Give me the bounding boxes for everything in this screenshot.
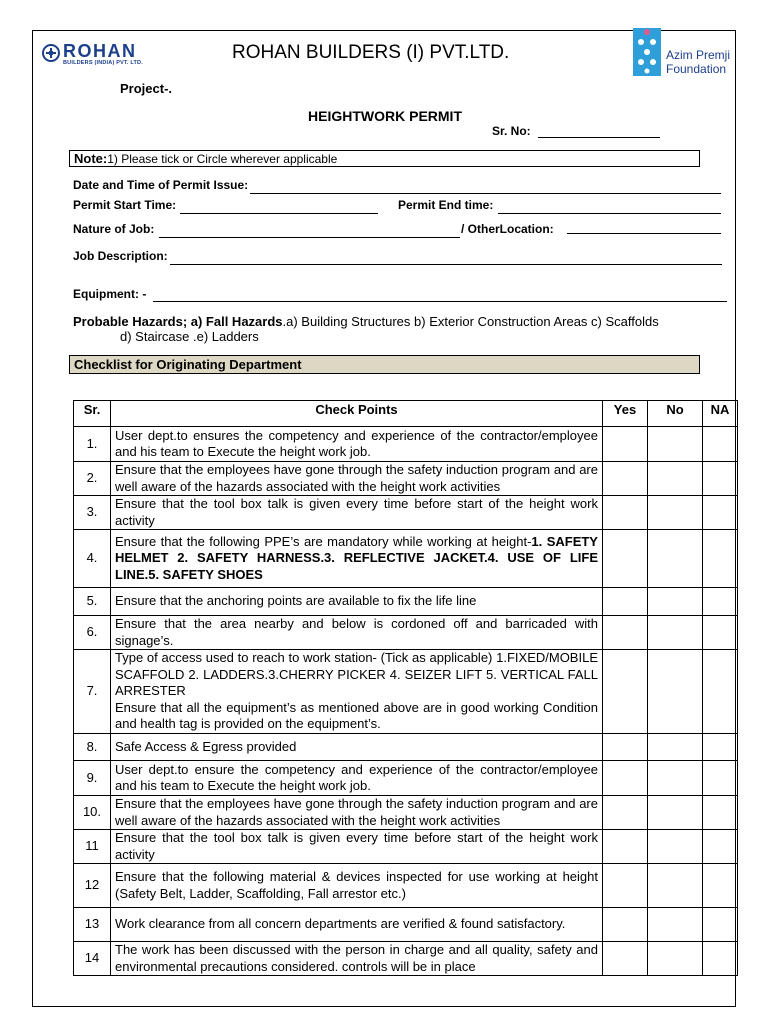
nature-of-job-field[interactable]: [159, 224, 460, 238]
table-row: [74, 427, 738, 462]
note-label: Note:: [74, 151, 108, 166]
sr-no-field[interactable]: [538, 124, 660, 138]
check-point-text: Ensure that the tool box talk is given every time before start of the height work activity: [115, 496, 598, 528]
row-na-cell[interactable]: [703, 650, 738, 734]
row-sr: 10.: [74, 796, 111, 830]
row-check-point: [111, 734, 603, 761]
row-check-point: [111, 830, 603, 864]
row-sr: 7.: [74, 650, 111, 734]
row-na-cell[interactable]: [703, 530, 738, 588]
row-na-cell[interactable]: [703, 908, 738, 942]
row-sr: 1.: [74, 427, 111, 462]
other-label: / Other: [461, 222, 500, 236]
table-row: [74, 864, 738, 908]
header-check-points: Check Points: [111, 401, 603, 427]
row-no-cell[interactable]: [648, 530, 703, 588]
row-yes-cell[interactable]: [603, 650, 648, 734]
row-no-cell[interactable]: [648, 427, 703, 462]
header-na: NA: [703, 401, 738, 427]
check-point-text: Ensure that the employees have gone through the safety induction program and are well aware of the hazards associated with the height work activities: [115, 796, 598, 828]
row-no-cell[interactable]: [648, 796, 703, 830]
row-no-cell[interactable]: [648, 462, 703, 496]
row-yes-cell[interactable]: [603, 864, 648, 908]
start-time-label: Permit Start Time:: [73, 198, 177, 212]
table-row: [74, 830, 738, 864]
nature-of-job-label: Nature of Job:: [73, 222, 155, 236]
table-header-row: [74, 401, 738, 427]
check-point-text: Type of access used to reach to work station- (Tick as applicable) 1.FIXED/MOBILE SCAFFOLD 2. LADDERS.3.CHERRY PICKER 4. SEIZER LIFT 5. VERTICAL FALL ARRESTER: [115, 650, 598, 699]
row-check-point: [111, 761, 603, 796]
table-row: [74, 462, 738, 496]
row-yes-cell[interactable]: [603, 761, 648, 796]
date-time-field[interactable]: [250, 180, 721, 194]
row-na-cell[interactable]: [703, 616, 738, 650]
table-row: [74, 734, 738, 761]
rohan-logo: [42, 42, 152, 70]
row-yes-cell[interactable]: [603, 427, 648, 462]
row-sr: 13: [74, 908, 111, 942]
row-no-cell[interactable]: [648, 734, 703, 761]
azim-premji-logo-mark-icon: [633, 28, 661, 76]
row-yes-cell[interactable]: [603, 462, 648, 496]
header-sr: Sr.: [74, 401, 111, 427]
row-check-point: [111, 908, 603, 942]
row-check-point: [111, 496, 603, 530]
row-na-cell[interactable]: [703, 830, 738, 864]
rohan-logo-word: ROHAN: [63, 41, 137, 61]
row-sr: 14: [74, 942, 111, 976]
row-sr: 5.: [74, 588, 111, 616]
table-row: [74, 796, 738, 830]
table-row: [74, 588, 738, 616]
date-time-label: Date and Time of Permit Issue:: [73, 178, 249, 192]
location-field[interactable]: [567, 220, 721, 234]
permit-title: HEIGHTWORK PERMIT: [308, 108, 462, 124]
check-point-text: Ensure that the anchoring points are available to fix the life line: [115, 593, 477, 609]
check-point-text: Safe Access & Egress provided: [115, 738, 297, 754]
row-sr: 4.: [74, 530, 111, 588]
checklist-title: Checklist for Originating Department: [69, 355, 700, 374]
row-sr: 12: [74, 864, 111, 908]
row-na-cell[interactable]: [703, 496, 738, 530]
azim-premji-logo-text: [666, 48, 730, 76]
header-yes: Yes: [603, 401, 648, 427]
row-check-point: [111, 616, 603, 650]
row-check-point: [111, 427, 603, 462]
job-description-field[interactable]: [170, 251, 722, 265]
row-sr: 8.: [74, 734, 111, 761]
check-point-text: Ensure that the area nearby and below is cordoned off and barricaded with signage’s.: [115, 616, 598, 648]
row-check-point: [111, 530, 603, 588]
row-sr: 3.: [74, 496, 111, 530]
table-row: [74, 650, 738, 734]
check-point-text: Ensure that the tool box talk is given every time before start of the height work activity: [115, 830, 598, 862]
rohan-logo-subtitle: BUILDERS (INDIA) PVT. LTD.: [63, 60, 143, 66]
hazards-line2: d) Staircase .e) Ladders: [120, 329, 259, 344]
table-row: [74, 530, 738, 588]
row-na-cell[interactable]: [703, 588, 738, 616]
table-row: [74, 761, 738, 796]
note-text: 1) Please tick or Circle wherever applicable: [107, 152, 338, 166]
row-yes-cell[interactable]: [603, 616, 648, 650]
other-location-label: [461, 222, 554, 236]
row-na-cell[interactable]: [703, 427, 738, 462]
logo-right-line2: Foundation: [666, 62, 727, 76]
sr-no-label: Sr. No:: [492, 124, 531, 138]
row-check-point: [111, 864, 603, 908]
table-row: [74, 942, 738, 976]
row-check-point: [111, 462, 603, 496]
row-na-cell[interactable]: [703, 734, 738, 761]
header-no: No: [648, 401, 703, 427]
row-na-cell[interactable]: [703, 864, 738, 908]
hazards-line1: .a) Building Structures b) Exterior Construction Areas c) Scaffolds: [282, 314, 659, 329]
start-time-field[interactable]: [180, 200, 378, 214]
project-label: Project-.: [120, 81, 173, 96]
probable-hazards: [73, 314, 659, 344]
row-check-point: [111, 942, 603, 976]
row-no-cell[interactable]: [648, 588, 703, 616]
row-yes-cell[interactable]: [603, 908, 648, 942]
check-point-bold-text: 1. SAFETY HELMET 2. SAFETY HARNESS.3. REFLECTIVE JACKET.4. USE OF LIFE LINE.5. SAFETY SHOES: [115, 533, 598, 582]
check-point-text: Ensure that the following material & devices inspected for use working at height (Safety Belt, Ladder, Scaffolding, Fall arrestor etc.): [115, 869, 598, 901]
row-check-point: [111, 796, 603, 830]
row-no-cell[interactable]: [648, 496, 703, 530]
check-point-text: Ensure that the following PPE’s are mandatory while working at height-: [115, 533, 532, 549]
check-point-text: The work has been discussed with the person in charge and all quality, safety and environmental precautions considered. controls will be in place: [115, 942, 598, 974]
checklist-table: [73, 400, 738, 976]
row-na-cell[interactable]: [703, 942, 738, 976]
check-point-text: Work clearance from all concern departments are verified & found satisfactory.: [115, 916, 566, 932]
row-no-cell[interactable]: [648, 616, 703, 650]
equipment-field[interactable]: [153, 287, 727, 302]
row-yes-cell[interactable]: [603, 796, 648, 830]
note-box: [69, 150, 700, 167]
check-point-text: Ensure that the employees have gone through the safety induction program and are well aware of the hazards associated with the height work activities: [115, 462, 598, 494]
equipment-label: Equipment: -: [73, 287, 147, 301]
end-time-label: Permit End time:: [398, 198, 494, 212]
row-yes-cell[interactable]: [603, 734, 648, 761]
check-point-text-2: Ensure that all the equipment’s as mentioned above are in good working Condition and health tag is provided on the equipment’s.: [115, 699, 598, 732]
company-name: ROHAN BUILDERS (I) PVT.LTD.: [232, 42, 510, 63]
row-check-point: [111, 650, 603, 734]
rohan-logo-mark-icon: [42, 44, 60, 62]
table-row: [74, 616, 738, 650]
check-point-text: User dept.to ensure the competency and experience of the contractor/employee and his team to Execute the height work job.: [115, 761, 598, 793]
location-label: Location:: [499, 222, 554, 236]
azim-premji-logo: [630, 28, 738, 80]
row-no-cell[interactable]: [648, 908, 703, 942]
row-yes-cell[interactable]: [603, 942, 648, 976]
row-sr: 9.: [74, 761, 111, 796]
check-point-text: User dept.to ensures the competency and experience of the contractor/employee and his team to Execute the height work job.: [115, 427, 598, 459]
table-row: [74, 496, 738, 530]
logo-right-line1: Azim Premji: [666, 48, 731, 62]
row-no-cell[interactable]: [648, 830, 703, 864]
row-sr: 11: [74, 830, 111, 864]
table-row: [74, 908, 738, 942]
hazards-label: Probable Hazards; a) Fall Hazards: [73, 314, 283, 329]
row-no-cell[interactable]: [648, 864, 703, 908]
row-na-cell[interactable]: [703, 761, 738, 796]
job-description-label: Job Description:: [73, 249, 168, 263]
row-yes-cell[interactable]: [603, 496, 648, 530]
row-sr: 6.: [74, 616, 111, 650]
row-yes-cell[interactable]: [603, 530, 648, 588]
end-time-field[interactable]: [498, 200, 721, 214]
row-no-cell[interactable]: [648, 761, 703, 796]
row-na-cell[interactable]: [703, 796, 738, 830]
row-yes-cell[interactable]: [603, 830, 648, 864]
row-yes-cell[interactable]: [603, 588, 648, 616]
row-check-point: [111, 588, 603, 616]
row-no-cell[interactable]: [648, 650, 703, 734]
row-sr: 2.: [74, 462, 111, 496]
row-na-cell[interactable]: [703, 462, 738, 496]
row-no-cell[interactable]: [648, 942, 703, 976]
